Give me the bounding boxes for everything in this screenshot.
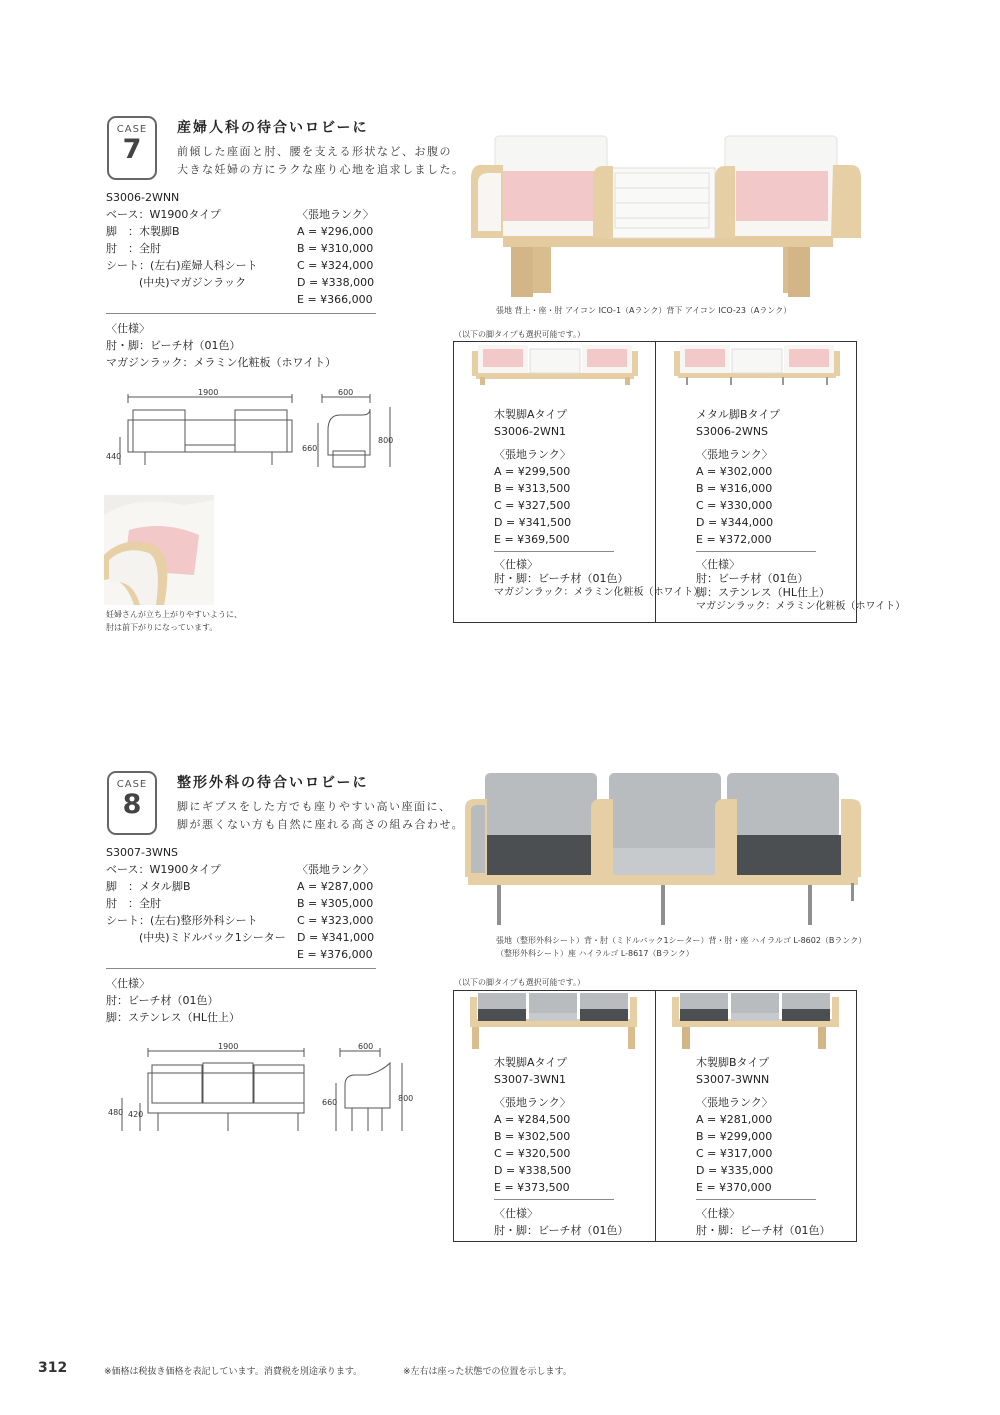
price-title: 〈張地ランク〉 xyxy=(696,1096,773,1109)
caption-line: （整形外科シート）座 ハイラルゴ L-8617（Bランク） xyxy=(496,949,694,958)
case-7-price-list xyxy=(297,206,374,308)
option-sofa-thumbnail xyxy=(672,343,842,385)
case-number: 8 xyxy=(122,789,142,820)
price-line: B = ¥302,500 xyxy=(494,1130,571,1143)
option-spec xyxy=(696,1205,831,1239)
option-sofa-thumbnail xyxy=(470,343,640,385)
dim-seat-2: 420 xyxy=(128,1110,144,1119)
caption-line: 肘は前下がりになっています。 xyxy=(106,623,218,632)
case-8-dimension-drawing xyxy=(100,1043,420,1138)
divider xyxy=(106,313,376,314)
option-spec xyxy=(696,558,905,614)
spec-line: ベース：W1900タイプ xyxy=(106,863,221,876)
dim-height: 800 xyxy=(378,436,394,445)
price-title: 〈張地ランク〉 xyxy=(696,448,773,461)
divider xyxy=(696,551,816,552)
price-line: E = ¥369,500 xyxy=(494,533,570,546)
spec-line: 肘・脚：ビーチ材（01色） xyxy=(494,1224,629,1237)
divider xyxy=(494,551,614,552)
option-spec xyxy=(494,558,703,600)
option-model: S3006-2WN1 xyxy=(494,425,567,438)
price-line: D = ¥335,000 xyxy=(696,1164,774,1177)
case-8-badge xyxy=(107,771,157,835)
price-line: C = ¥327,500 xyxy=(494,499,571,512)
case-7-detail-photo xyxy=(104,495,214,605)
price-line: A = ¥299,500 xyxy=(494,465,571,478)
caption-line: 妊婦さんが立ち上がりやすいように、 xyxy=(106,610,242,619)
price-line: A = ¥302,000 xyxy=(696,465,773,478)
price-line: E = ¥372,000 xyxy=(696,533,772,546)
dim-seat-1: 480 xyxy=(108,1108,124,1117)
spec-line: 肘：ビーチ材（01色） xyxy=(106,994,219,1007)
price-line: E = ¥366,000 xyxy=(297,293,373,306)
dim-width: 1900 xyxy=(198,388,219,397)
option-spec xyxy=(494,1205,629,1239)
price-line: C = ¥317,000 xyxy=(696,1147,773,1160)
spec-title: 〈仕様〉 xyxy=(696,558,740,571)
case-7-description xyxy=(177,143,465,179)
footer-note-position: ※左右は座った状態での位置を示します。 xyxy=(403,1367,572,1377)
spec-line: 脚 ：木製脚B xyxy=(106,225,180,238)
spec-line: 脚 ：メタル脚B xyxy=(106,880,191,893)
desc-line: 前傾した座面と肘、腰を支える形状など、お腹の xyxy=(177,145,452,158)
divider xyxy=(494,1199,614,1200)
case-8-spec-list xyxy=(106,861,286,946)
case-7-detail-caption xyxy=(106,608,242,634)
dim-seat: 440 xyxy=(106,452,122,461)
case-label: CASE xyxy=(116,124,148,135)
option-sofa-thumbnail xyxy=(668,991,843,1049)
dim-seat-height: 660 xyxy=(322,1098,338,1107)
desc-line: 脚にギプスをした方でも座りやすい高い座面に、 xyxy=(177,800,452,813)
case-7-title: 産婦人科の待合いロビーに xyxy=(177,120,369,136)
case-7-dimension-drawing xyxy=(100,385,410,480)
spec-line: (中央)ミドルバック1シーター xyxy=(106,931,286,944)
case-7-spec-list xyxy=(106,206,258,291)
spec-line: 肘：ビーチ材（01色） xyxy=(696,572,809,585)
spec-line: シート：(左右)整形外科シート xyxy=(106,914,258,927)
price-line: C = ¥320,500 xyxy=(494,1147,571,1160)
page-number: 312 xyxy=(38,1360,68,1376)
option-model: S3007-3WN1 xyxy=(494,1073,567,1086)
price-line: D = ¥341,000 xyxy=(297,931,375,944)
spec-line: 肘 ：全肘 xyxy=(106,897,161,910)
price-line: B = ¥299,000 xyxy=(696,1130,773,1143)
dim-height: 800 xyxy=(398,1094,414,1103)
divider xyxy=(106,968,376,969)
case-8-model: S3007-3WNS xyxy=(106,846,179,859)
price-line: B = ¥305,000 xyxy=(297,897,374,910)
spec-title: 〈仕様〉 xyxy=(106,322,150,335)
option-card xyxy=(494,406,571,548)
spec-line: マガジンラック：メラミン化粧板（ホワイト） xyxy=(494,587,704,598)
spec-title: 〈仕様〉 xyxy=(696,1207,740,1220)
spec-line: 肘・脚：ビーチ材（01色） xyxy=(494,572,629,585)
option-card xyxy=(494,1054,571,1196)
price-line: E = ¥373,500 xyxy=(494,1181,570,1194)
price-title: 〈張地ランク〉 xyxy=(297,863,374,876)
spec-title: 〈仕様〉 xyxy=(106,977,150,990)
option-name: 木製脚Bタイプ xyxy=(696,1056,769,1069)
case-8-sofa-photo xyxy=(463,773,863,933)
spec-line: 脚：ステンレス（HL仕上） xyxy=(696,586,831,599)
case-7-spec-block xyxy=(106,320,336,371)
option-card xyxy=(696,406,780,548)
price-line: D = ¥338,000 xyxy=(297,276,375,289)
price-line: C = ¥324,000 xyxy=(297,259,374,272)
dim-depth: 600 xyxy=(338,388,354,397)
price-title: 〈張地ランク〉 xyxy=(494,448,571,461)
price-line: E = ¥376,000 xyxy=(297,948,373,961)
case-7-photo-caption: 張地 背上・座・肘 アイコン ICO-1（Aランク）背下 アイコン ICO-23（Aランク） xyxy=(496,306,792,315)
case-7-sofa-photo xyxy=(463,133,863,303)
price-title: 〈張地ランク〉 xyxy=(297,208,374,221)
spec-title: 〈仕様〉 xyxy=(494,558,538,571)
spec-line: 肘・脚：ビーチ材（01色） xyxy=(106,339,241,352)
spec-line: 脚：ステンレス（HL仕上） xyxy=(106,1011,241,1024)
spec-line: ベース：W1900タイプ xyxy=(106,208,221,221)
price-line: B = ¥313,500 xyxy=(494,482,571,495)
price-line: A = ¥287,000 xyxy=(297,880,374,893)
case-number: 7 xyxy=(122,134,142,165)
price-line: D = ¥338,500 xyxy=(494,1164,572,1177)
spec-line: (中央)マガジンラック xyxy=(106,276,247,289)
price-line: A = ¥281,000 xyxy=(696,1113,773,1126)
price-line: B = ¥316,000 xyxy=(696,482,773,495)
case-8-options-note: （以下の脚タイプも選択可能です。） xyxy=(454,978,585,987)
option-card xyxy=(696,1054,773,1196)
spec-line: シート：(左右)産婦人科シート xyxy=(106,259,258,272)
spec-line: 肘・脚：ビーチ材（01色） xyxy=(696,1224,831,1237)
price-line: C = ¥330,000 xyxy=(696,499,773,512)
case-7-options-note: （以下の脚タイプも選択可能です。） xyxy=(454,330,585,339)
desc-line: 脚が悪くない方も自然に座れる高さの組み合わせ。 xyxy=(177,818,465,831)
price-line: D = ¥341,500 xyxy=(494,516,572,529)
case-8-title: 整形外科の待合いロビーに xyxy=(177,775,369,791)
price-line: C = ¥323,000 xyxy=(297,914,374,927)
footer-note-tax: ※価格は税抜き価格を表記しています。消費税を別途承ります。 xyxy=(104,1367,363,1377)
spec-line: 肘 ：全肘 xyxy=(106,242,161,255)
case-8-description xyxy=(177,798,464,834)
dim-depth: 600 xyxy=(358,1043,374,1051)
options-divider xyxy=(655,990,656,1242)
case-8-price-list xyxy=(297,861,374,963)
price-line: B = ¥310,000 xyxy=(297,242,374,255)
desc-line: 大きな妊婦の方にラクな座り心地を追求しました。 xyxy=(177,163,465,176)
price-line: E = ¥370,000 xyxy=(696,1181,772,1194)
spec-line: マガジンラック：メラミン化粧板（ホワイト） xyxy=(696,601,906,612)
option-sofa-thumbnail xyxy=(466,991,641,1049)
case-8-spec-block xyxy=(106,975,240,1026)
option-model: S3006-2WNS xyxy=(696,425,769,438)
caption-line: 張地（整形外科シート）背・肘（ミドルバック1シーター）背・肘・座 ハイラルゴ L-8602（Bランク） xyxy=(496,936,867,945)
option-name: 木製脚Aタイプ xyxy=(494,1056,567,1069)
price-title: 〈張地ランク〉 xyxy=(494,1096,571,1109)
option-name: メタル脚Bタイプ xyxy=(696,408,780,421)
price-line: A = ¥284,500 xyxy=(494,1113,571,1126)
divider xyxy=(696,1199,816,1200)
option-name: 木製脚Aタイプ xyxy=(494,408,567,421)
dim-width: 1900 xyxy=(218,1043,239,1051)
case-7-model: S3006-2WNN xyxy=(106,191,180,204)
case-7-badge xyxy=(107,116,157,180)
spec-title: 〈仕様〉 xyxy=(494,1207,538,1220)
spec-line: マガジンラック：メラミン化粧板（ホワイト） xyxy=(106,356,337,369)
price-line: A = ¥296,000 xyxy=(297,225,374,238)
option-model: S3007-3WNN xyxy=(696,1073,770,1086)
case-label: CASE xyxy=(116,779,148,790)
case-8-photo-caption xyxy=(496,934,866,960)
dim-seat-height: 660 xyxy=(302,444,318,453)
price-line: D = ¥344,000 xyxy=(696,516,774,529)
